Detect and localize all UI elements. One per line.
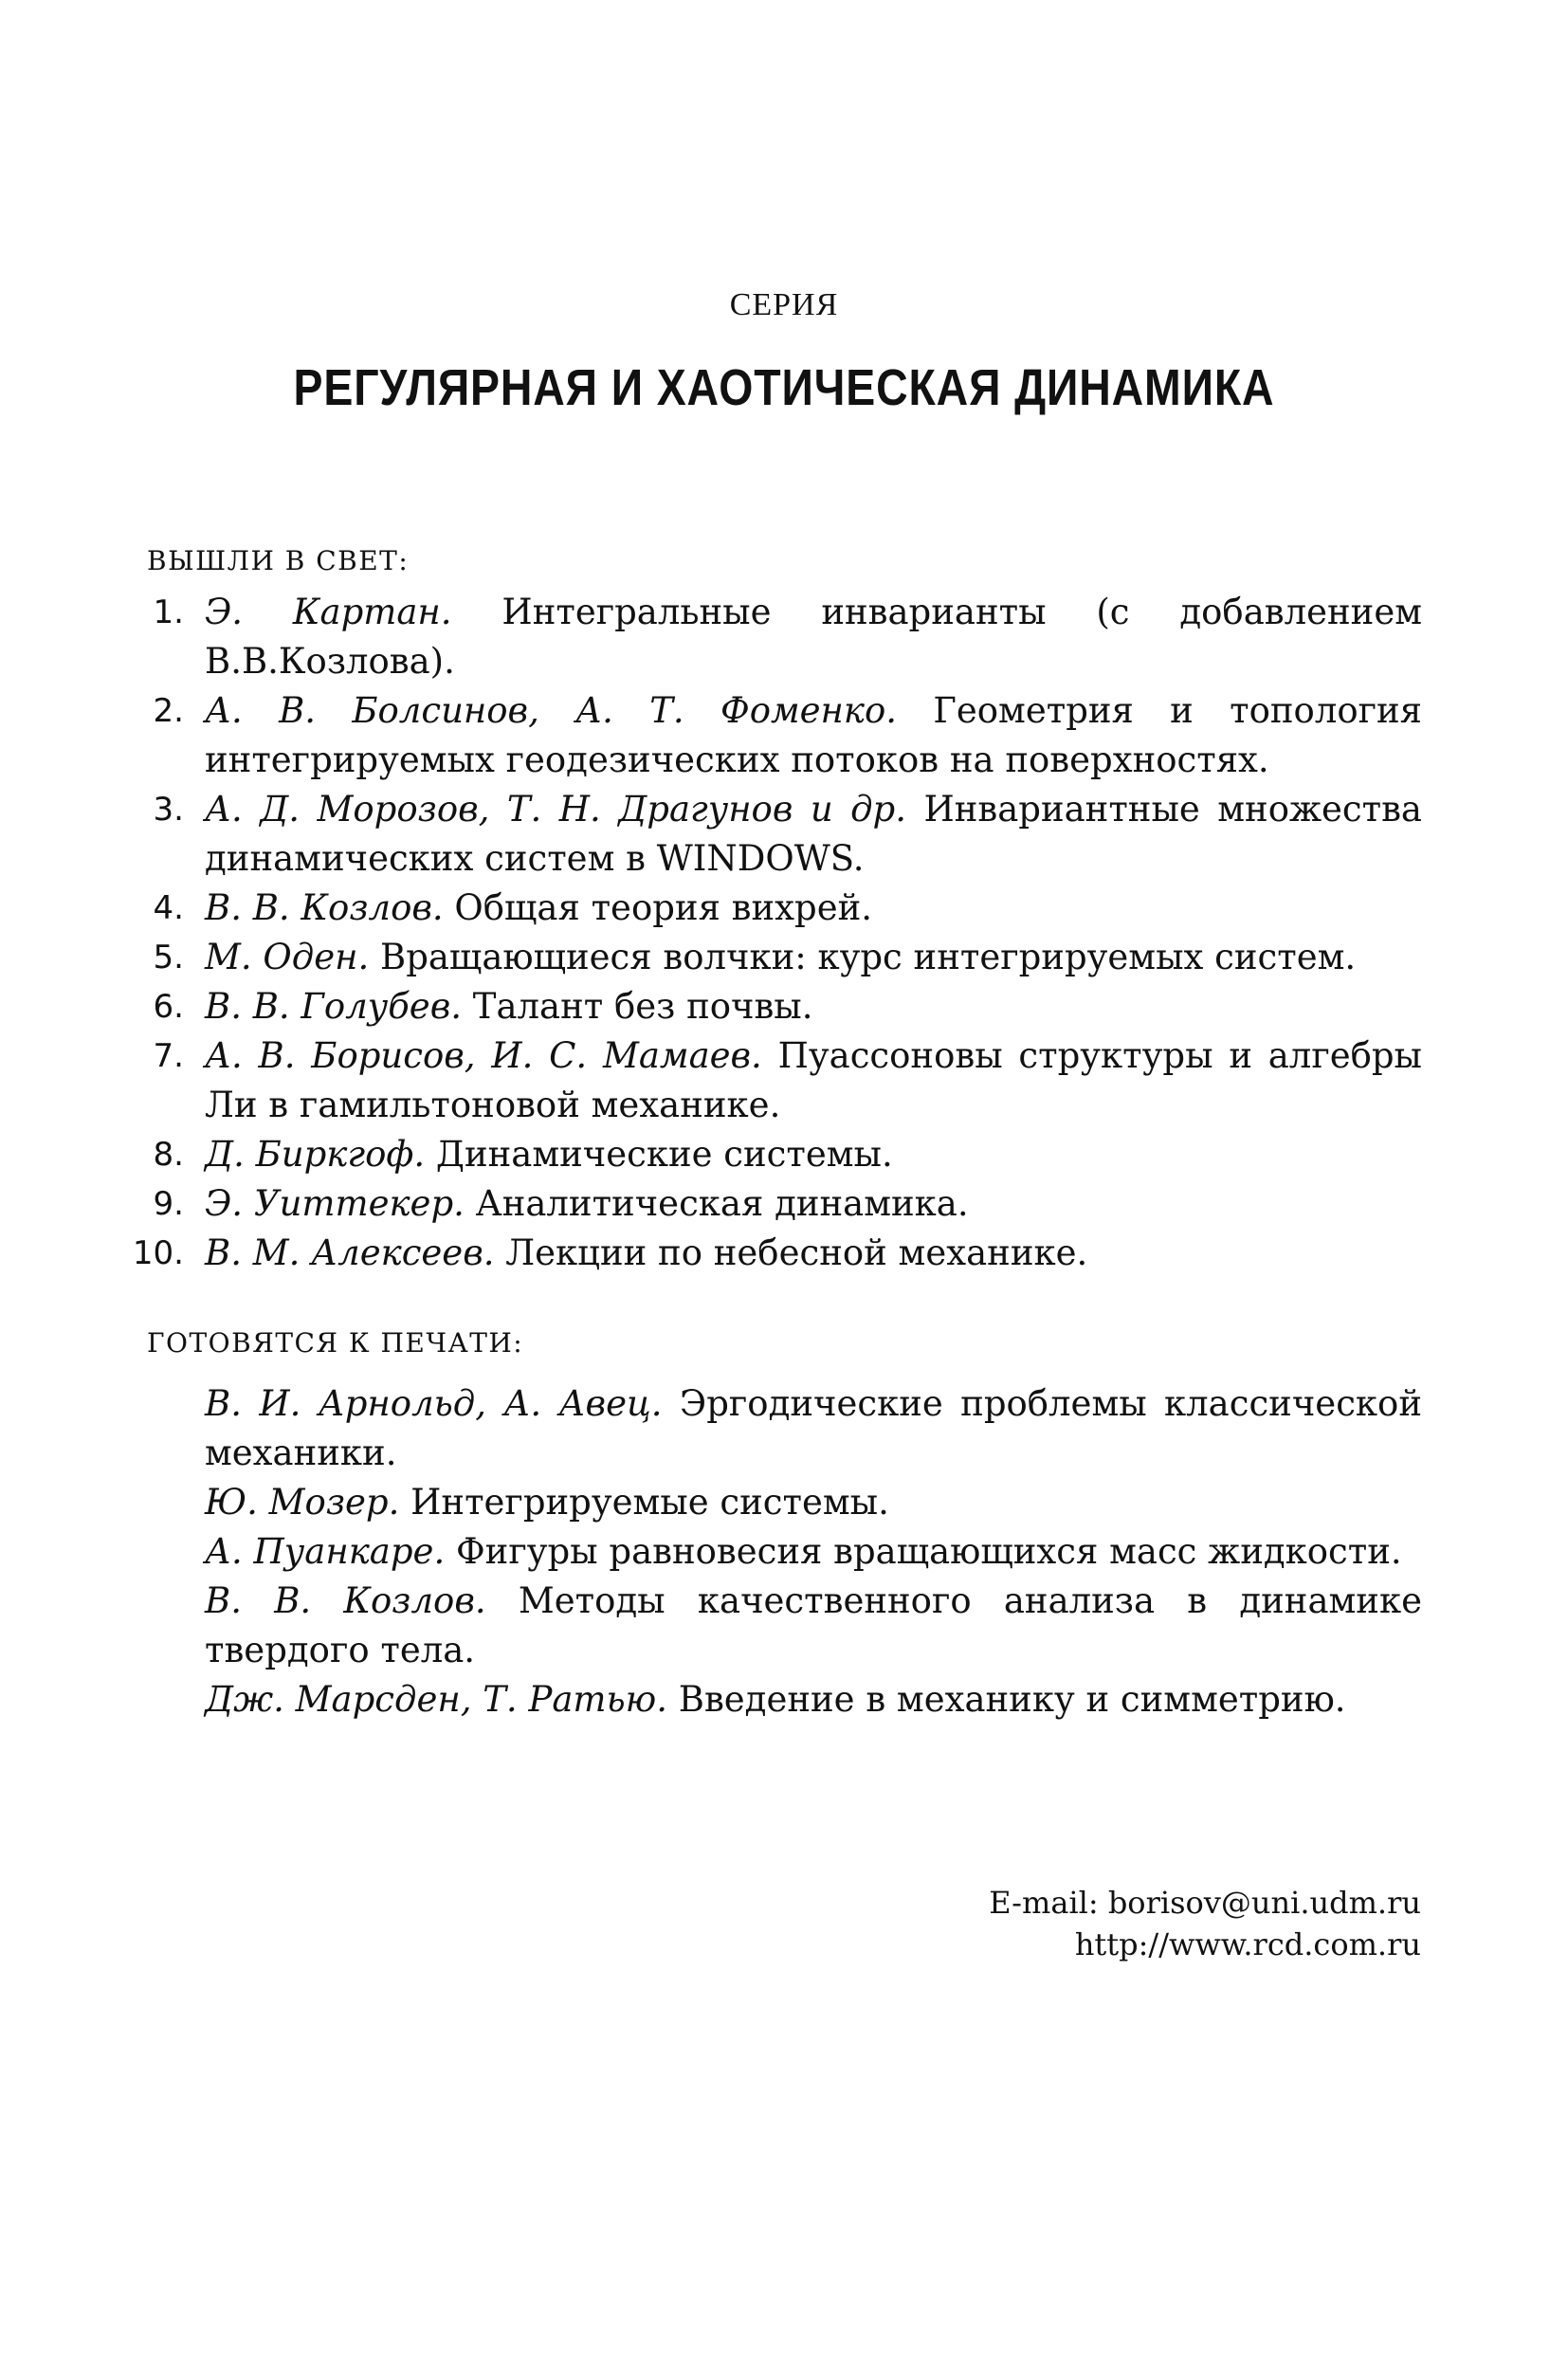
item-title: Инвариантные множества динамических систем в WINDOWS. <box>205 789 1422 879</box>
item-author: А. В. Болсинов, А. Т. Фоменко. <box>205 690 898 731</box>
published-item <box>114 1179 1422 1229</box>
item-title: Лекции по небесной механике. <box>505 1232 1088 1273</box>
series-title: РЕГУЛЯРНАЯ И ХАОТИЧЕСКАЯ ДИНАМИКА <box>293 359 1275 416</box>
item-author: В. И. Арнольд, А. Авец. <box>205 1383 663 1424</box>
forthcoming-item <box>205 1675 1422 1724</box>
forthcoming-item <box>205 1379 1422 1478</box>
item-author: А. Пуанкаре. <box>205 1531 446 1572</box>
item-author: В. В. Голубев. <box>205 986 462 1027</box>
item-number: 6. <box>153 988 184 1026</box>
item-author: В. В. Козлов. <box>205 1580 486 1621</box>
item-title: Методы качественного анализа в динамике твердого тела. <box>205 1580 1422 1670</box>
forthcoming-item <box>205 1478 1422 1527</box>
item-author: М. Оден. <box>205 937 370 977</box>
item-title: Интегрируемые системы. <box>410 1482 889 1523</box>
published-item <box>114 982 1422 1031</box>
item-author: Дж. Марсден, Т. Ратью. <box>205 1679 667 1720</box>
item-title: Введение в механику и симметрию. <box>678 1679 1346 1720</box>
item-number: 8. <box>153 1136 184 1174</box>
published-item <box>114 588 1422 686</box>
item-author: Э. Картан. <box>205 592 452 632</box>
item-author: Ю. Мозер. <box>205 1482 400 1523</box>
item-title: Интегральные инварианты (с добавлением В.В.Козлова). <box>205 592 1422 682</box>
published-item <box>114 1031 1422 1130</box>
item-title: Пуассоновы структуры и алгебры Ли в гамильтоновой механике. <box>205 1035 1423 1125</box>
forthcoming-item <box>205 1577 1422 1675</box>
item-author: Э. Уиттекер. <box>205 1183 465 1224</box>
published-item <box>114 884 1422 933</box>
item-author: А. В. Борисов, И. С. Мамаев. <box>205 1035 762 1076</box>
forthcoming-item <box>205 1527 1422 1577</box>
item-title: Аналитическая динамика. <box>475 1183 969 1224</box>
item-number: 4. <box>153 889 184 927</box>
published-list <box>114 588 1422 1278</box>
item-number: 3. <box>153 791 184 829</box>
published-item <box>114 1229 1422 1278</box>
item-number: 10. <box>132 1234 184 1272</box>
forthcoming-heading: ГОТОВЯТСЯ К ПЕЧАТИ: <box>147 1327 524 1359</box>
item-author: В. В. Козлов. <box>205 887 444 928</box>
item-number: 2. <box>153 692 184 730</box>
published-item <box>114 1130 1422 1179</box>
published-heading: ВЫШЛИ В СВЕТ: <box>147 545 410 576</box>
item-number: 7. <box>153 1037 184 1075</box>
website-link[interactable]: http://www.rcd.com.ru <box>1074 1926 1421 1962</box>
item-number: 1. <box>153 593 184 631</box>
email-address[interactable]: E-mail: borisov@uni.udm.ru <box>989 1885 1421 1921</box>
published-item <box>114 686 1422 785</box>
item-title: Вращающиеся волчки: курс интегрируемых систем. <box>380 937 1357 977</box>
item-author: Д. Биркгоф. <box>205 1134 426 1175</box>
item-number: 9. <box>153 1185 184 1223</box>
item-title: Геометрия и топология интегрируемых геодезических потоков на поверхностях. <box>205 690 1422 780</box>
item-title: Динамические системы. <box>435 1134 893 1175</box>
item-title: Талант без почвы. <box>472 986 813 1027</box>
item-number: 5. <box>153 939 184 976</box>
series-label: СЕРИЯ <box>729 287 839 322</box>
item-title: Общая теория вихрей. <box>454 887 873 928</box>
published-item <box>114 933 1422 982</box>
item-author: В. М. Алексеев. <box>205 1232 495 1273</box>
item-title: Эргодические проблемы классической механики. <box>205 1383 1422 1473</box>
item-title: Фигуры равновесия вращающихся масс жидкости. <box>455 1531 1402 1572</box>
contacts-block <box>989 1882 1421 1965</box>
published-item <box>114 785 1422 884</box>
forthcoming-list <box>205 1379 1422 1724</box>
item-author: А. Д. Морозов, Т. Н. Драгунов и др. <box>205 789 906 830</box>
